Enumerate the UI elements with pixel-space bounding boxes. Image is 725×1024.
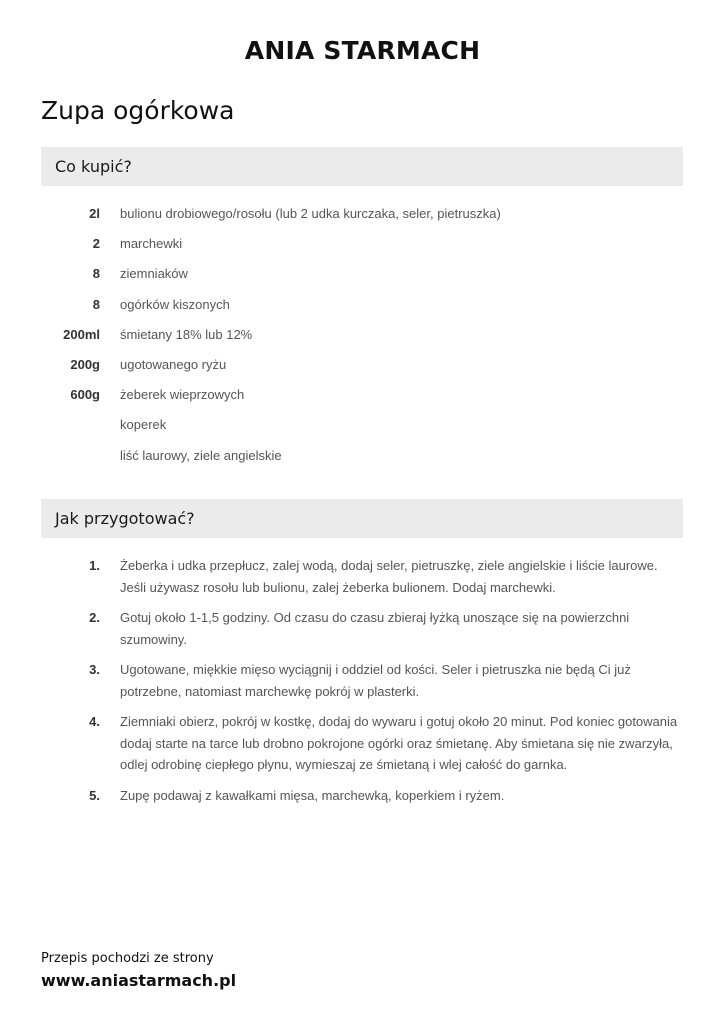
step-item [41,555,683,598]
ingredient-quantity: 200g [70,356,100,372]
step-number: 2. [89,610,100,625]
step-text: Ziemniaki obierz, pokrój w kostkę, dodaj do wywaru i gotuj około 20 minut. Pod koniec gotowania dodaj starte na tarce lub drobno pokrojone ogórki oraz śmietanę. Aby śmietana się nie zwarzyła, odlej odrobinę ciepłego płynu, wymieszaj ze śmietaną i wlej całość do garnka. [120,714,678,772]
step-number: 4. [89,714,100,729]
site-link[interactable]: www.aniastarmach.pl [41,971,237,990]
ingredient-quantity: 8 [92,296,100,312]
step-item [41,711,683,776]
ingredient-quantity: 8 [92,266,100,282]
step-list [41,555,683,815]
step-item [41,659,683,702]
ingredient-quantity: 2 [92,236,100,252]
ingredient-name: żeberek wieprzowych [120,387,245,403]
ingredient-item [41,324,683,354]
ingredient-item [41,384,683,414]
ingredient-name: koperek [120,417,167,433]
ingredient-item [41,445,683,475]
ingredient-quantity: 600g [70,387,100,403]
brand-title: ANIA STARMACH [244,36,481,65]
section-heading-buy: Co kupić? [41,147,683,186]
recipe-title: Zupa ogórkowa [41,96,235,125]
ingredient-item [41,203,683,233]
ingredient-item [41,354,683,384]
step-text: Zupę podawaj z kawałkami mięsa, marchewką, koperkiem i ryżem. [120,787,505,803]
ingredient-name: liść laurowy, ziele angielskie [120,447,282,463]
ingredient-name: ziemniaków [120,266,188,282]
step-text: Ugotowane, miękkie mięso wyciągnij i oddziel od kości. Seler i pietruszka nie będą Ci już potrzebne, natomiast marchewkę pokrój w plasterki. [120,662,631,699]
step-item [41,607,683,650]
ingredient-list [41,203,683,475]
ingredient-name: ugotowanego ryżu [120,356,227,372]
ingredient-item [41,233,683,263]
ingredient-item [41,263,683,293]
step-item [41,785,683,807]
ingredient-name: marchewki [120,236,183,252]
step-text: Żeberka i udka przepłucz, zalej wodą, dodaj seler, pietruszkę, ziele angielskie i liście laurowe. Jeśli używasz rosołu lub bulionu, zalej żeberka bulionem. Dodaj marchewki. [120,558,658,595]
step-number: 1. [89,558,100,573]
ingredient-item [41,414,683,444]
section-heading-prep: Jak przygotować? [41,499,683,538]
ingredient-quantity: 2l [89,206,100,221]
ingredient-name: ogórków kiszonych [120,296,230,312]
ingredient-name: śmietany 18% lub 12% [120,326,253,342]
source-label: Przepis pochodzi ze strony [41,951,214,966]
ingredient-quantity: 200ml [63,326,100,342]
step-text: Gotuj około 1-1,5 godziny. Od czasu do czasu zbieraj łyżką unoszące się na powierzchni szumowiny. [120,610,630,647]
ingredient-item [41,294,683,324]
footer [41,948,236,992]
step-number: 5. [89,787,100,803]
step-number: 3. [89,662,100,677]
ingredient-name: bulionu drobiowego/rosołu (lub 2 udka kurczaka, seler, pietruszka) [120,206,501,221]
